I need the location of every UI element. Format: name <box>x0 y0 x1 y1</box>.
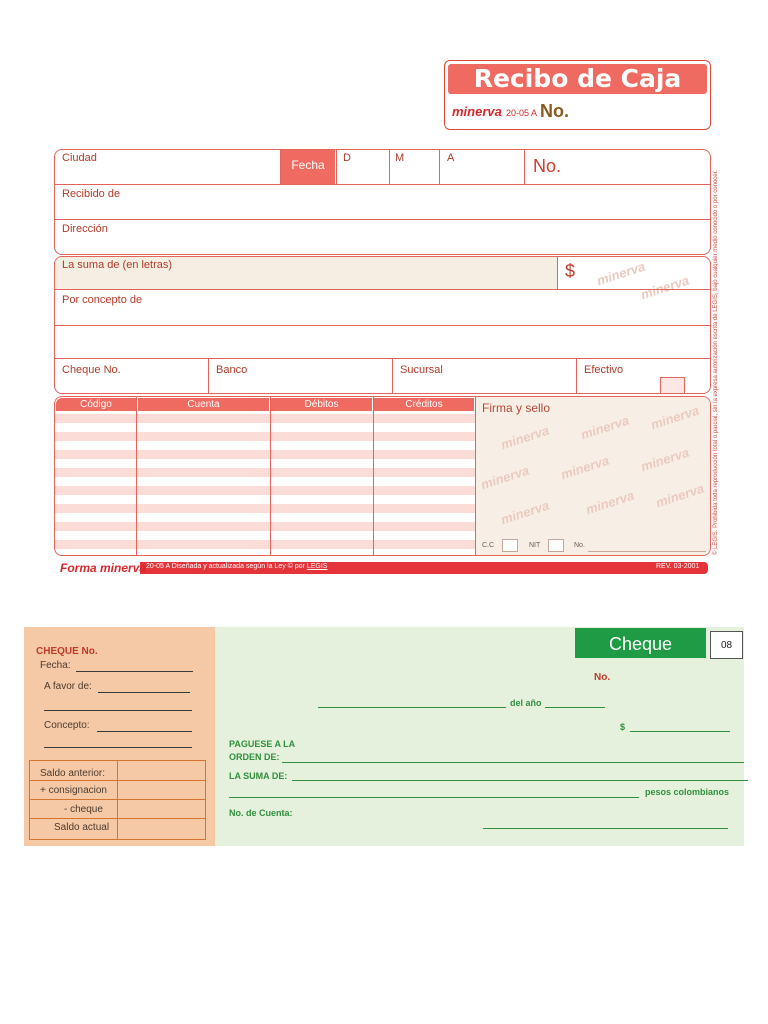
divider <box>524 150 525 184</box>
anio-field[interactable]: A <box>447 152 455 164</box>
efectivo-checkbox[interactable] <box>660 377 685 394</box>
watermark-logo: minerva <box>558 452 611 483</box>
receipt-section-identification <box>54 149 711 255</box>
suma-letras-field[interactable]: La suma de (en letras) <box>62 259 173 271</box>
nit-checkbox[interactable] <box>548 539 564 552</box>
watermark-logo: minerva <box>583 487 636 518</box>
table-row[interactable] <box>55 414 475 423</box>
stub-concepto-line-2[interactable] <box>44 747 192 748</box>
cc-checkbox[interactable] <box>502 539 518 552</box>
firma-label: Firma y sello <box>482 401 551 415</box>
footer-brand: Forma minerva <box>60 561 147 575</box>
receipt-title: Recibo de Caja <box>473 64 682 93</box>
divider <box>439 150 440 184</box>
fecha-label: Fecha <box>291 158 325 172</box>
banco-field[interactable]: Banco <box>216 364 248 376</box>
efectivo-label: Efectivo <box>584 364 624 376</box>
divider <box>30 818 205 819</box>
watermark-logo: minerva <box>648 402 701 433</box>
divider <box>557 257 558 289</box>
cheque-no-field[interactable]: Cheque No. <box>62 364 121 376</box>
legis-logo: LEGIS <box>306 563 328 570</box>
divider <box>55 358 710 359</box>
stub-concepto-label: Concepto: <box>44 720 90 731</box>
cheque-tag: Cheque <box>575 628 706 658</box>
legal-notice <box>713 150 725 555</box>
recibido-de-field[interactable]: Recibido de <box>62 188 121 200</box>
col-header-codigo: Código <box>56 398 136 411</box>
watermark-logo: minerva <box>478 462 531 493</box>
form-code: 20-05 A <box>506 108 538 118</box>
divider <box>336 150 337 184</box>
divider <box>30 799 205 800</box>
watermark-logo: minerva <box>594 258 647 289</box>
table-row[interactable] <box>55 540 475 549</box>
table-row[interactable] <box>55 504 475 513</box>
col-header-debitos: Débitos <box>271 398 372 411</box>
year-line[interactable] <box>545 707 605 708</box>
mes-field[interactable]: M <box>395 152 405 164</box>
divider <box>373 397 374 555</box>
table-row[interactable] <box>55 468 475 477</box>
cheque-deduction-label: - cheque <box>64 804 103 815</box>
divider <box>136 397 137 555</box>
divider <box>392 358 393 394</box>
amount-line[interactable] <box>630 731 730 732</box>
concepto-field[interactable]: Por concepto de <box>62 294 143 306</box>
sucursal-field[interactable]: Sucursal <box>400 364 443 376</box>
cheque-number: 08 <box>710 631 743 659</box>
stub-title: CHEQUE No. <box>36 646 98 657</box>
dia-field[interactable]: D <box>343 152 351 164</box>
revision-label: REV. 03-2001 <box>656 563 700 570</box>
orden-label: ORDEN DE: <box>229 752 280 762</box>
amount-dollar: $ <box>620 722 626 732</box>
date-line[interactable] <box>318 707 506 708</box>
table-row[interactable] <box>55 450 475 459</box>
saldo-actual-label: Saldo actual <box>54 822 110 833</box>
cheque-no-label: No. <box>594 672 611 683</box>
id-no-label: No. <box>574 542 585 549</box>
divider <box>55 325 710 326</box>
watermark-logo: minerva <box>498 497 551 528</box>
col-header-cuenta: Cuenta <box>138 398 269 411</box>
amount-field[interactable]: $ <box>565 261 576 281</box>
stub-fecha-label: Fecha: <box>40 660 71 671</box>
footer-text-main: 20-05 A Diseñada y actualizada según la Ley © por <box>146 563 305 570</box>
brand-logo: minerva <box>452 104 502 119</box>
divider <box>270 397 271 555</box>
signature-line[interactable] <box>483 828 728 829</box>
watermark-logo: minerva <box>653 480 706 511</box>
sum-line[interactable] <box>292 780 748 781</box>
consignacion-label: + consignacion <box>40 785 107 796</box>
col-header-creditos: Créditos <box>374 398 474 411</box>
table-row[interactable] <box>55 486 475 495</box>
divider <box>55 184 710 185</box>
stub-concepto-line[interactable] <box>97 731 192 732</box>
divider <box>30 780 205 781</box>
id-no-line[interactable] <box>588 551 706 552</box>
divider <box>389 150 390 184</box>
del-anio-label: del año <box>510 698 542 708</box>
saldo-anterior-label: Saldo anterior: <box>40 768 106 779</box>
divider <box>208 358 209 394</box>
table-row[interactable] <box>55 522 475 531</box>
watermark-logo: minerva <box>638 272 691 303</box>
stub-favor-line-2[interactable] <box>44 710 192 711</box>
watermark-logo: minerva <box>638 444 691 475</box>
pesos-label: pesos colombianos <box>645 787 730 797</box>
stub-favor-label: A favor de: <box>44 681 92 692</box>
cuenta-label: No. de Cuenta: <box>229 808 293 818</box>
watermark-logo: minerva <box>498 422 551 453</box>
divider <box>475 397 476 555</box>
stub-favor-line[interactable] <box>98 692 190 693</box>
table-row[interactable] <box>55 432 475 441</box>
ciudad-field[interactable]: Ciudad <box>62 152 97 164</box>
suma-label: LA SUMA DE: <box>229 771 288 781</box>
divider <box>55 219 710 220</box>
payee-line[interactable] <box>282 762 744 763</box>
divider <box>55 289 710 290</box>
legal-text: © LEGIS. Prohibida toda reproducción total o parcial, sin la expresa autorización escrita de LEGIS, bajo cualquier medio conocido o por conocer. <box>713 170 719 555</box>
cc-label: C.C <box>482 542 495 549</box>
header-no-label: No. <box>540 101 569 121</box>
stub-fecha-line[interactable] <box>76 671 193 672</box>
nit-label: NIT <box>529 542 541 549</box>
divider <box>280 150 281 184</box>
sum-line-2[interactable] <box>229 797 639 798</box>
divider <box>576 358 577 394</box>
watermark-logo: minerva <box>578 412 631 443</box>
receipt-number-field[interactable]: No. <box>533 156 562 176</box>
footer-text <box>146 563 327 570</box>
divider <box>117 761 118 839</box>
paguese-label: PAGUESE A LA <box>229 739 296 749</box>
direccion-field[interactable]: Dirección <box>62 223 108 235</box>
cheque-body <box>215 627 744 846</box>
